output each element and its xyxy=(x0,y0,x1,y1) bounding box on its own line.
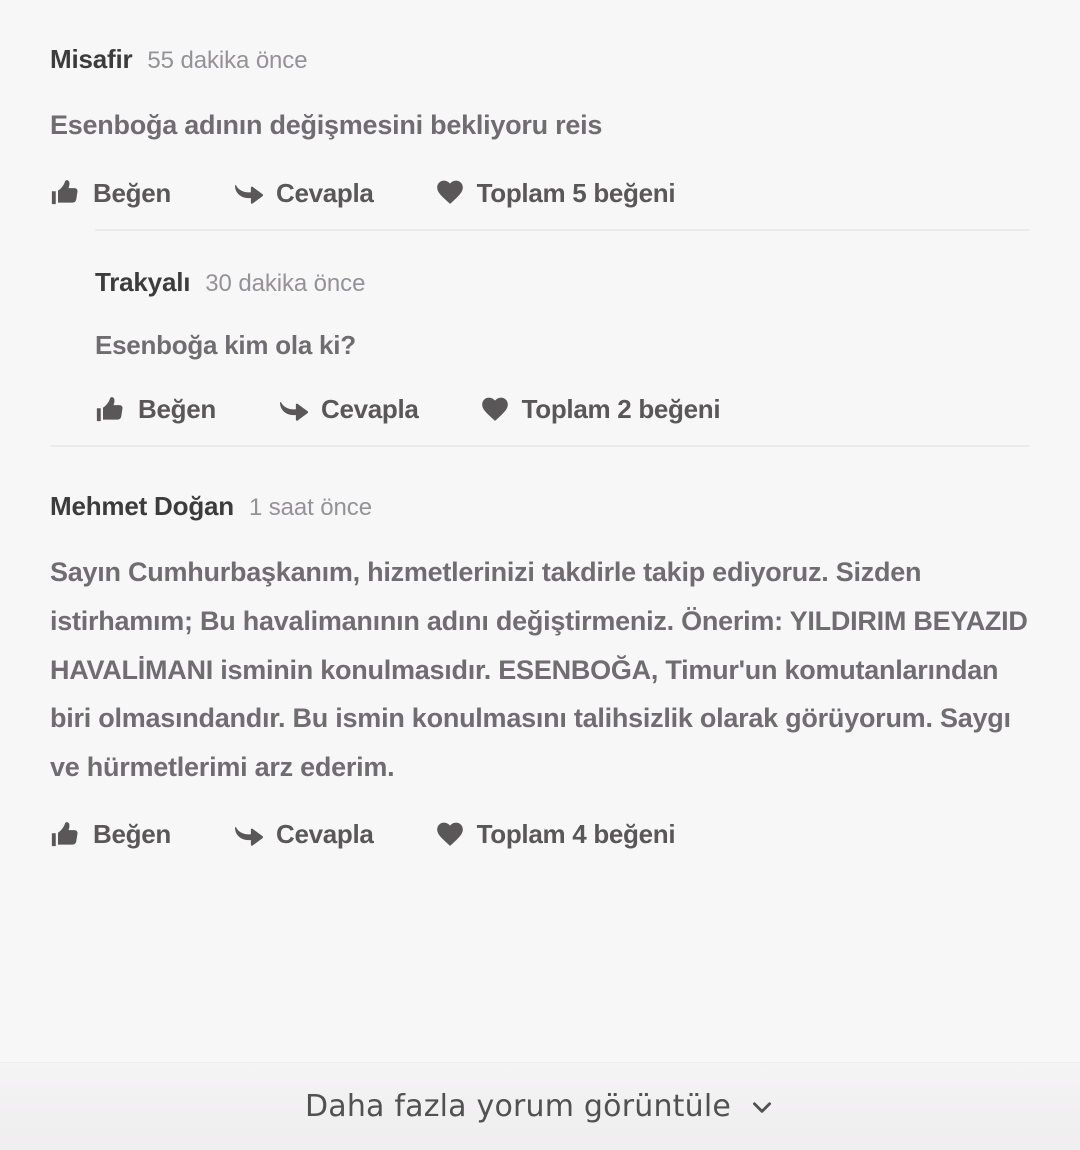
like-label: Beğen xyxy=(93,177,171,208)
comment-body: Esenboğa adının değişmesini bekliyoru reis xyxy=(50,110,603,140)
comment-body: Sayın Cumhurbaşkanım, hizmetlerinizi takdirle takip ediyoruz. Sizden istirhamım; Bu havalimanının adını değiştirmeniz. Önerim: YILDIRIM BEYAZID HAVALİMANI isminin konulmasıdır. ESENBOĞA, Timur'un komutanlarından biri olmasındandır. Bu ismin konulmasını talihsizlik olarak görüyorum. Saygı ve hürmetlerimi arz ederim. xyxy=(50,557,1028,782)
likes-total[interactable] xyxy=(436,819,676,850)
like-button[interactable] xyxy=(95,394,216,425)
show-more-comments-label: Daha fazla yorum görüntüle xyxy=(304,1089,732,1124)
comment-item xyxy=(50,447,1030,870)
comment-item xyxy=(50,0,1030,229)
likes-total-label: Toplam 5 beğeni xyxy=(476,177,676,208)
like-button[interactable] xyxy=(50,178,171,209)
comment-timestamp: 30 dakika önce xyxy=(205,269,366,297)
reply-arrow-icon xyxy=(278,395,308,425)
heart-icon xyxy=(436,821,464,849)
comment-header xyxy=(50,44,1030,75)
comment-actions xyxy=(50,178,1030,229)
heart-icon xyxy=(481,396,509,424)
reply-arrow-icon xyxy=(233,178,263,208)
like-label: Beğen xyxy=(138,394,216,425)
comment-actions xyxy=(50,819,1030,870)
reply-button[interactable] xyxy=(233,178,374,209)
reply-label: Cevapla xyxy=(275,177,374,208)
reply-label: Cevapla xyxy=(320,394,419,425)
show-more-comments-button[interactable] xyxy=(0,1062,1080,1150)
comment-author: Trakyalı xyxy=(95,266,191,297)
thumbs-up-icon xyxy=(50,820,80,850)
thumbs-up-icon xyxy=(50,178,80,208)
like-label: Beğen xyxy=(93,819,171,850)
comment-author: Misafir xyxy=(50,44,133,74)
reply-button[interactable] xyxy=(278,394,419,425)
likes-total-label: Toplam 2 beğeni xyxy=(521,394,721,425)
thumbs-up-icon xyxy=(95,395,125,425)
reply-button[interactable] xyxy=(233,819,374,850)
like-button[interactable] xyxy=(50,819,171,850)
reply-arrow-icon xyxy=(233,820,263,850)
likes-total-label: Toplam 4 beğeni xyxy=(476,819,676,850)
comment-header xyxy=(95,267,1030,298)
comment-header xyxy=(50,491,1030,522)
comment-timestamp: 1 saat önce xyxy=(248,494,372,522)
comment-timestamp: 55 dakika önce xyxy=(147,47,308,74)
comment-author: Mehmet Doğan xyxy=(50,491,234,522)
heart-icon xyxy=(436,179,464,207)
comment-body: Esenboğa kim ola ki? xyxy=(95,329,356,360)
comment-actions xyxy=(95,394,1030,445)
comment-item-reply xyxy=(95,231,1030,446)
likes-total[interactable] xyxy=(436,178,676,209)
chevron-down-icon xyxy=(749,1094,775,1120)
reply-label: Cevapla xyxy=(275,819,374,850)
likes-total[interactable] xyxy=(481,394,721,425)
